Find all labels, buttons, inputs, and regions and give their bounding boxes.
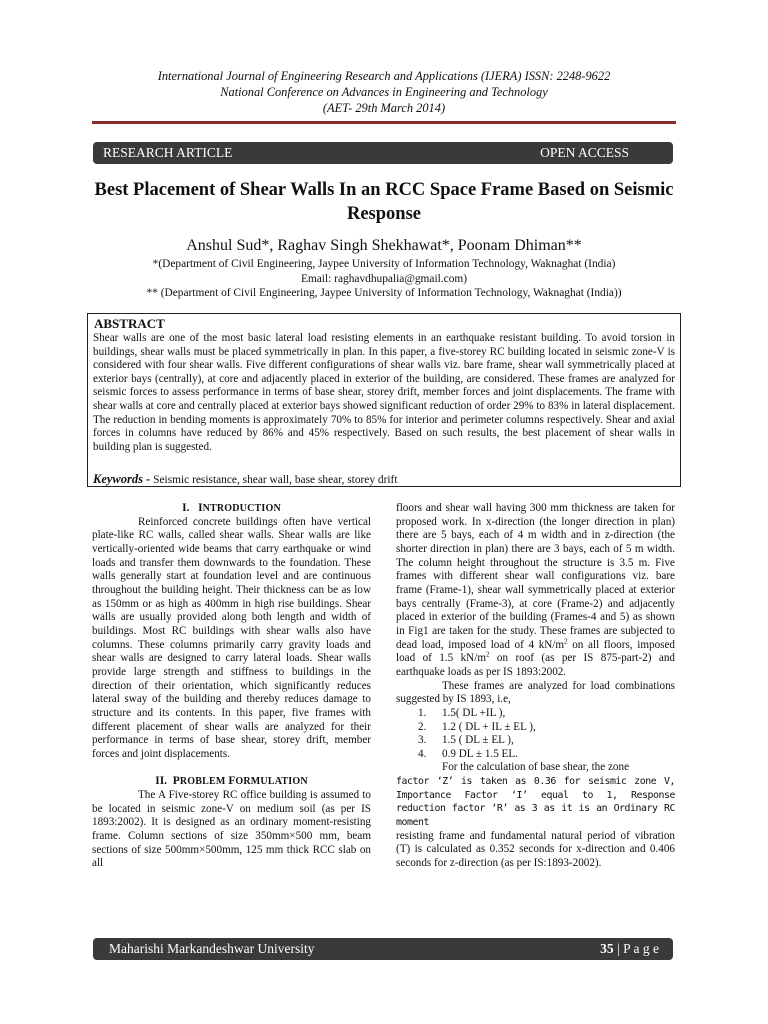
footer-university: Maharishi Markandeshwar University — [109, 941, 315, 956]
problem-formulation-text: The A Five-storey RC office building is assumed to be located in seismic zone-V on medium soil (as per IS 1893:2002). It is designed as an ordinary moment-resisting frame. Column sections of size 350mm×500 mm, beam sections of size 500mm×500mm, 125 mm thick RCC slab on all — [92, 789, 371, 870]
journal-header — [92, 68, 676, 116]
paper-title: Best Placement of Shear Walls In an RCC Space Frame Based on Seismic Response — [94, 180, 674, 224]
left-column — [92, 502, 371, 871]
list-item: 1. 1.5( DL +IL ), — [418, 706, 506, 719]
journal-line-2: National Conference on Advances in Engineering and Technology — [220, 85, 548, 99]
affiliation-1: *(Department of Civil Engineering, Jaypee University of Information Technology, Waknaghat (India) — [152, 258, 616, 270]
section-heading-introduction: I. INTRODUCTION — [182, 502, 281, 514]
header-rule — [92, 121, 676, 124]
section-heading-problem-formulation: II. PROBLEM FORMULATION — [155, 775, 308, 788]
affiliation-2: ** (Department of Civil Engineering, Jaypee University of Information Technology, Waknaghat (India)) — [146, 287, 622, 299]
keywords — [93, 472, 673, 487]
base-shear-text: resisting frame and fundamental natural period of vibration (T) is calculated as 0.352 seconds for x-direction and 0.406 seconds for z-direction (as per IS:1893-2002). — [396, 829, 675, 870]
abstract-box — [87, 313, 681, 487]
base-shear-factors: factor ‘Z’ is taken as 0.36 for seismic zone V, Importance Factor ‘I’ equal to 1, Response reduction factor ‘R’ as 3 as it is an Ordinary RC moment — [396, 776, 675, 829]
article-type-banner — [93, 142, 673, 164]
load-combinations-intro: These frames are analyzed for load combinations suggested by IS 1893, i.e, — [396, 679, 675, 706]
affiliation-email: Email: raghavdhupalia@gmail.com) — [300, 272, 468, 285]
right-column — [396, 502, 675, 871]
keywords-text: Seismic resistance, shear wall, base shear, storey drift — [153, 474, 398, 486]
load-combinations-list — [396, 707, 675, 762]
introduction-text: Reinforced concrete buildings often have vertical plate-like RC walls, called shear walls. Shear walls are like vertically-oriented wide beams that carry earthquake or wind loads and transfer them downwards to the foundation. These walls generally start at foundation level and are continuous throughout the building height. Their thickness can be as low as 150mm or as high as 400mm in high rise buildings. Shear walls are usually provided along both length and width of buildings. Most RC buildings with shear walls also have columns. These columns primarily carry gravity loads and shear walls are designed to carry lateral loads. Shear walls provide large strength and stiffness to buildings in the direction of their orientation, which significantly reduces lateral sway of the building and thereby reduces damage to structure and its contents. In this paper, five frames with different placement of shear walls are analyzed for their performance in terms of base shear, storey drift, member forces and joint displacements. — [92, 515, 371, 760]
journal-line-3: (AET- 29th March 2014) — [322, 101, 446, 115]
list-item: 3. 1.5 ( DL ± EL ), — [418, 734, 514, 747]
list-item: 4. 0.9 DL ± 1.5 EL. — [418, 747, 518, 760]
keywords-label: Keywords - — [93, 472, 151, 486]
list-item: 2. 1.2 ( DL + IL ± EL ), — [418, 720, 536, 733]
authors: Anshul Sud*, Raghav Singh Shekhawat*, Poonam Dhiman** — [186, 237, 582, 254]
abstract-text: Shear walls are one of the most basic lateral load resisting elements in an earthquake resistant building. To avoid torsion in buildings, shear walls must be placed symmetrically in plan. In this paper, a five-storey RC building located in seismic zone-V is considered with four shear walls. Five different configurations of shear walls viz. bare frame, shear wall symmetrically placed at exterior bays (centrally), at core and adjacently placed in exterior of the building, are considered. These frames are analyzed for seismic forces to assess performance in terms of base shear, storey drift, member forces and joint displacements. The frame with shear walls at core and centrally placed at exterior bays showed significant reduction of order 29% to 83% in lateral displacement. The reduction in bending moments is approximately 70% to 85% for interior and perimeter columns respectively. Shear and axial forces in columns have reduced by 86% and 45% respectively. Based on such results, the best placement of shear walls in building plan is suggested. — [93, 332, 675, 453]
research-article-label: RESEARCH ARTICLE — [103, 145, 233, 160]
open-access-label: OPEN ACCESS — [540, 145, 629, 160]
frame-description-text: floors and shear wall having 300 mm thickness are taken for proposed work. In x-direction (the longer direction in plan) there are 5 bays, each of 4 m width and in z-direction (the shorter direction in plan) there are 3 bays, each of 5 m width. The column height throughout the structure is 3.5 m. Five frames with different shear wall configurations viz. bare frame (Frame-1), shear wall symmetrically placed at exterior bays centrally (Frame-3), at core (Frame-2) and adjacently placed in exterior of the building (Frames-4 and 5) as shown in Fig1 are taken for the study. These frames are subjected to dead load, imposed load of 4 $kN/m^2$ on all floors, imposed load of 1.5 $kN/m^2$ on roof (as per IS 875-part-2) and earthquake loads as per IS 1893:2002. — [396, 502, 675, 678]
abstract-heading: ABSTRACT — [94, 316, 165, 331]
affiliations — [92, 257, 676, 301]
page-number: 35 | P a g e — [600, 941, 659, 956]
footer-bar — [93, 938, 673, 960]
base-shear-intro: For the calculation of base shear, the zone — [442, 761, 630, 774]
journal-line-1: International Journal of Engineering Research and Applications (IJERA) ISSN: 2248-9622 — [157, 69, 611, 83]
spacer — [92, 761, 371, 775]
